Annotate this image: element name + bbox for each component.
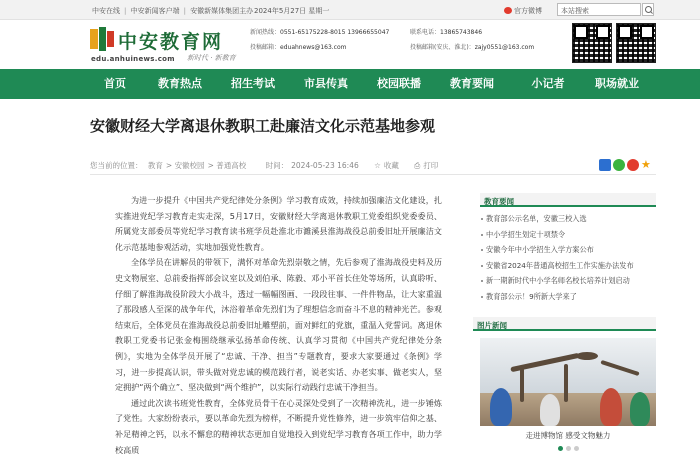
divider xyxy=(90,174,656,175)
visitor-figure xyxy=(490,388,512,426)
top-links xyxy=(92,6,255,16)
site-header xyxy=(0,21,700,67)
qr-code-icon xyxy=(572,23,612,63)
contact-label: 投稿邮箱(安庆、淮北)： xyxy=(410,44,475,51)
visitor-figure xyxy=(600,388,622,426)
nav-item-home[interactable]: 首页 xyxy=(104,77,126,90)
contact-label: 新闻热线： xyxy=(250,29,281,36)
contact-label: 联系电话： xyxy=(410,29,441,36)
breadcrumb-item-edu[interactable]: 教育 xyxy=(147,161,163,170)
skeleton-shape xyxy=(576,352,598,360)
time-label: 时间： xyxy=(265,161,289,170)
share-plus-icon[interactable] xyxy=(599,159,611,171)
list-item[interactable]: 教育部公示名单，安徽三校入选 xyxy=(480,211,656,227)
breadcrumb-item-university[interactable]: 普通高校 xyxy=(216,161,247,170)
top-bar xyxy=(0,0,700,20)
nav-item-hotspot[interactable]: 教育热点 xyxy=(158,77,202,90)
visitor-figure xyxy=(540,394,560,426)
nav-item-career[interactable]: 职场就业 xyxy=(595,77,639,90)
printer-icon[interactable]: ⎙ xyxy=(414,161,421,170)
photo-caption[interactable]: 走进博物馆 感受文物魅力 xyxy=(525,431,611,440)
star-share-icon[interactable]: ★ xyxy=(641,158,651,171)
wechat-icon[interactable] xyxy=(613,159,625,171)
article-paragraph: 为进一步提升《中国共产党纪律处分条例》学习教育成效，持续加强廉洁文化建设，扎实推进党纪学习教育走实走深，5月17日，安徽财经大学离退休教职工党委组织党委委员、所属党支部委员等党纪学习教育读书班学员赴淮北市濉溪县淮海战役总前委旧址开展廉洁文化示范基地参观活动，实地加强党性教育。 xyxy=(115,195,442,252)
qr-code-icon xyxy=(616,23,656,63)
breadcrumb-prefix: 您当前的位置： xyxy=(90,161,143,170)
top-link-app[interactable]: 中安新闻客户端 xyxy=(130,7,180,15)
nav-item-campus[interactable]: 校园联播 xyxy=(377,77,421,90)
visitor-figure xyxy=(630,392,650,426)
skeleton-shape xyxy=(564,364,568,402)
top-link-anhuinews[interactable]: 中安在线 xyxy=(92,7,120,15)
contact-label: 投稿邮箱： xyxy=(250,44,281,51)
carousel-dot[interactable] xyxy=(558,446,563,451)
sidebar-news xyxy=(480,193,656,305)
contact-email xyxy=(250,42,347,51)
current-date: 2024年5月27日 星期一 xyxy=(254,7,330,15)
top-link-group[interactable]: 安徽新媒体集团主办 xyxy=(190,7,254,15)
article-meta: 您当前的位置： 教育 > 安徽校园 > 普通高校 时间： 2024-05-23 16:46 ☆ 收藏 ⎙ 打印 xyxy=(90,161,439,170)
weibo-link[interactable] xyxy=(504,6,542,16)
logo-icon[interactable] xyxy=(90,27,114,51)
breadcrumb-item-campus[interactable]: 安徽校园 xyxy=(174,161,205,170)
contact-hotline xyxy=(250,27,389,36)
sidebar-news-title: 教育要闻 xyxy=(480,193,656,207)
weibo-label: 官方微博 xyxy=(514,7,542,15)
search-input[interactable]: 本站搜索 xyxy=(557,3,641,16)
list-item[interactable]: 新一期新时代中小学名师名校长培养计划启动 xyxy=(480,273,656,289)
star-icon[interactable]: ☆ xyxy=(374,161,381,170)
article-paragraph: 通过此次读书班党性教育，全体党员骨干在心灵深处受到了一次精神洗礼，进一步锤炼了党性。大家纷纷表示，要以革命先烈为榜样，不断提升党性修养，进一步筑牢信仰之基、补足精神之钙，以永不懈怠的精神状态更加自觉地投入到党纪学习教育各项工作中，助力学校高质 xyxy=(115,397,442,455)
search-icon[interactable] xyxy=(642,3,654,16)
list-item[interactable]: 教育部公示！9所新大学来了 xyxy=(480,289,656,305)
contact-phone xyxy=(410,27,482,36)
logo-bar xyxy=(107,31,114,47)
site-slogan: 新时代 · 新教育 xyxy=(187,54,236,62)
contact-value: eduahnews@163.com xyxy=(280,44,347,51)
weibo-share-icon[interactable] xyxy=(627,159,639,171)
contact-value: 0551-65175228-8015 13966655047 xyxy=(280,29,390,36)
main-nav xyxy=(0,69,700,99)
site-logo-text[interactable]: 中安教育网 xyxy=(118,31,224,53)
contact-email-2 xyxy=(410,42,534,51)
article-body xyxy=(115,193,442,458)
nav-item-reporter[interactable]: 小记者 xyxy=(531,77,565,90)
weibo-icon xyxy=(504,7,512,14)
contact-value: 13865743846 xyxy=(440,29,483,36)
logo-bar xyxy=(99,27,106,51)
sidebar-news-list xyxy=(480,211,656,305)
article-paragraph: 全体学员在讲解员的带领下，满怀对革命先烈崇敬之情，先后参观了淮海战役史料及历史文物展室、总前委指挥部会议室以及刘伯承、陈毅、邓小平首长住处等场所，认真聆听、仔细了解淮海战役阶段大小战斗，透过一幅幅图画、一段段往事、一件件物品，让大家重温了那段感人至深的战争年代，沐浴着革命先烈们为了理想信念而奋斗不息的精神光芒。参观结束后，全体党员在淮海战役总前委旧址雕塑前，面对鲜红的党旗，重温入党誓词。离退休教职工党委书记张金梅围绕继承弘扬革命传统、认真学习贯彻《中国共产党纪律处分条例》，实地为全体学员开展了“忠诚、干净、担当”专题教育，要求大家要通过《条例》学习，进一步提高认识，带头做对党忠诚的模范践行者，说老实话、办老实事、做老实人，坚定拥护“两个确立”、坚决做到“两个维护”，以实际行动践行忠诚干净担当。 xyxy=(115,257,442,393)
article-title: 安徽财经大学离退休教职工赴廉洁文化示范基地参观 xyxy=(90,117,436,135)
list-item[interactable]: 安徽省2024年普通高校招生工作实施办法发布 xyxy=(480,258,656,274)
list-item[interactable]: 中小学招生划定十项禁令 xyxy=(480,227,656,243)
list-item[interactable]: 安徽今年中小学招生入学方案公布 xyxy=(480,242,656,258)
carousel-dot[interactable] xyxy=(566,446,571,451)
separator: | xyxy=(183,7,186,15)
contact-value: zajy0551@163.com xyxy=(474,44,535,51)
print-button[interactable]: 打印 xyxy=(423,161,439,170)
separator: | xyxy=(124,7,127,15)
carousel-dot[interactable] xyxy=(574,446,579,451)
logo-bar xyxy=(90,29,98,49)
publish-time: 2024-05-23 16:46 xyxy=(291,161,359,170)
favorite-button[interactable]: 收藏 xyxy=(383,161,399,170)
site-url: edu.anhuinews.com xyxy=(91,55,175,63)
nav-item-news[interactable]: 教育要闻 xyxy=(450,77,494,90)
nav-item-exam[interactable]: 招生考试 xyxy=(231,77,275,90)
nav-item-county[interactable]: 市县传真 xyxy=(304,77,348,90)
skeleton-shape xyxy=(520,368,524,402)
photo-background xyxy=(480,338,656,393)
photo-news-title: 图片新闻 xyxy=(473,317,656,331)
photo-news-image[interactable] xyxy=(480,338,656,426)
